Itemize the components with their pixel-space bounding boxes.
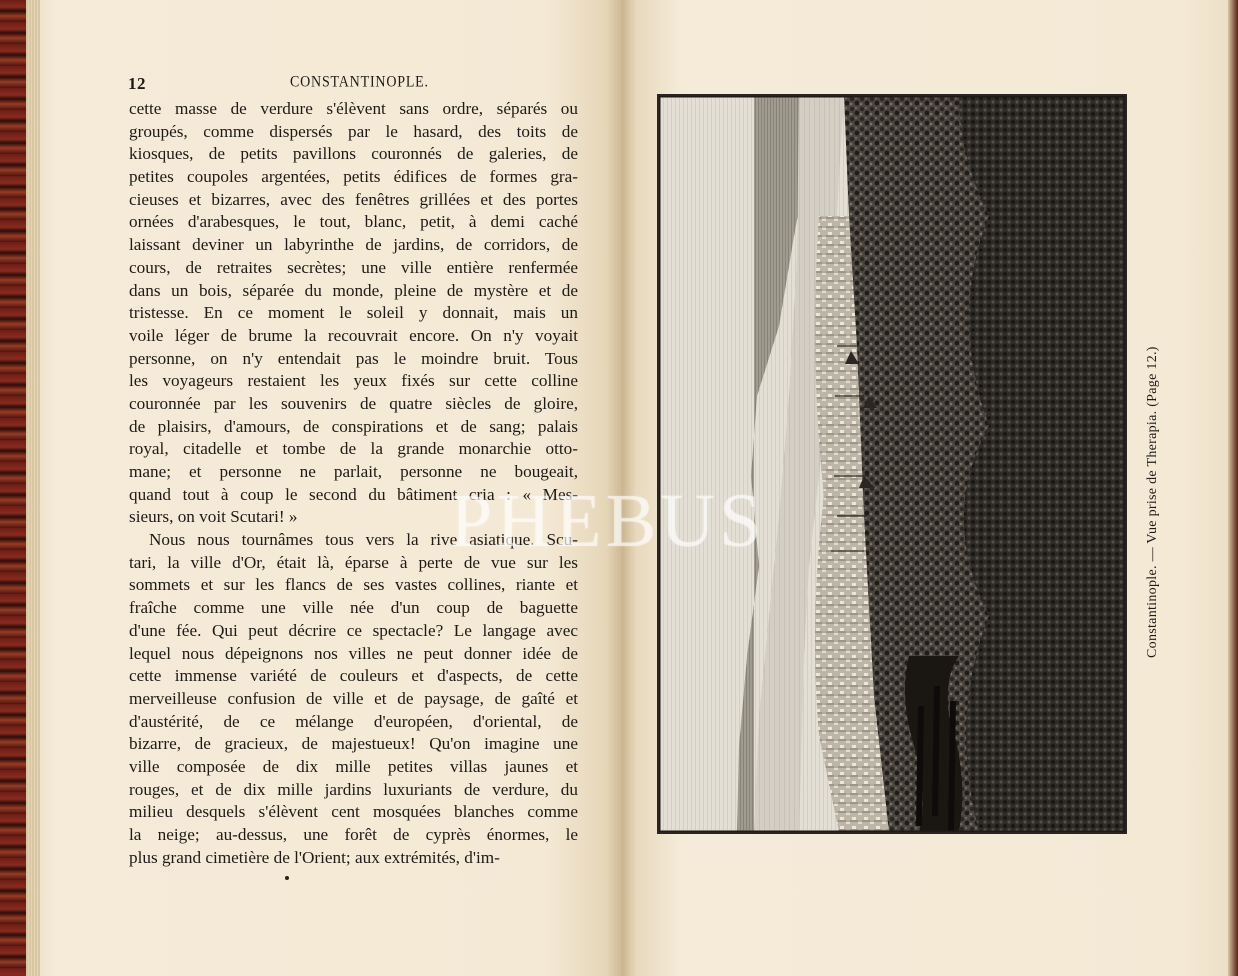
text-line: laissant deviner un labyrinthe de jardins, de corridors, de — [129, 235, 578, 255]
text-line: Nous nous tournâmes tous vers la rive asiatique. Scu- — [149, 530, 578, 550]
text-line: couronnée par les souvenirs de quatre siècles de gloire, — [129, 393, 578, 413]
text-line: dans un bois, séparée du monde, pleine de mystère et de — [129, 280, 578, 300]
text-line: plus grand cimetière de l'Orient; aux extrémités, d'im- — [129, 847, 500, 867]
text-line: d'austérité, de ce mélange d'européen, d'oriental, de — [129, 711, 578, 731]
text-line: d'une fée. Qui peut décrire ce spectacle? Le langage avec — [129, 620, 578, 640]
text-line: sommets et sur les flancs de ses vastes collines, riante et — [129, 575, 578, 595]
body-text — [129, 98, 578, 869]
text-line: rouges, et de dix mille jardins luxuriants de verdure, du — [129, 779, 578, 799]
page-edges — [26, 0, 40, 976]
text-line: mane; et personne ne parlait, personne ne bougeait, — [129, 462, 578, 481]
text-line: kiosques, de petits pavillons couronnés de galeries, de — [129, 144, 578, 164]
text-line: lequel nous dépeignons nos villes ne peut donner idée de — [129, 643, 578, 663]
text-line: fraîche comme une ville née d'un coup de baguette — [129, 598, 578, 618]
page-dot — [285, 876, 289, 880]
text-line: cieuses et bizarres, avec des fenêtres grillées et des portes — [129, 189, 578, 209]
text-line: quand tout à coup le second du bâtiment cria : « Mes- — [129, 484, 578, 504]
text-line: ornées d'arabesques, le tout, blanc, petit, à demi caché — [129, 212, 578, 232]
page-number: 12 — [128, 74, 146, 93]
text-line: les voyageurs restaient les yeux fixés sur cette colline — [129, 371, 578, 391]
text-line: bizarre, de gracieux, de majestueux! Qu'on imagine une — [129, 734, 578, 754]
book-cover-edge — [1228, 0, 1238, 976]
text-line: voile léger de brume la recouvrait encore. On n'y voyait — [129, 325, 578, 345]
running-title: CONSTANTINOPLE. — [290, 74, 429, 91]
text-line: la neige; au-dessus, une forêt de cyprès énormes, le — [129, 825, 578, 844]
text-line: groupés, comme dispersés par le hasard, des toits de — [129, 121, 578, 141]
text-line: sieurs, on voit Scutari! » — [129, 507, 298, 527]
plate-caption: Constantinople. — Vue prise de Therapia. (Page 12.) — [1145, 346, 1160, 658]
text-line: milieu desquels s'élèvent cent mosquées blanches comme — [129, 802, 578, 822]
text-line: cette masse de verdure s'élèvent sans ordre, séparés ou — [129, 99, 578, 118]
text-line: personne, on n'y entendait pas le moindre bruit. Tous — [129, 348, 578, 368]
page-header — [128, 74, 580, 96]
engraving-illustration — [659, 96, 1125, 832]
engraving-plate — [657, 94, 1127, 834]
text-line: royal, citadelle et tombe de la grande monarchie otto- — [129, 439, 578, 459]
text-line: cette immense variété de couleurs et d'aspects, de cette — [129, 666, 578, 686]
book-spine-edge — [0, 0, 26, 976]
text-line: de plaisirs, d'amours, de conspirations et de sang; palais — [129, 416, 578, 436]
text-line: tari, la ville d'Or, était là, éparse à perte de vue sur les — [129, 552, 578, 572]
text-line: tristesse. En ce moment le soleil y donnait, mais un — [129, 303, 578, 323]
text-line: merveilleuse confusion de ville et de paysage, de gaîté et — [129, 688, 578, 708]
text-line: cours, de retraites secrètes; une ville entière renfermée — [129, 257, 578, 277]
text-line: petites coupoles argentées, petits édifices de formes gra- — [129, 167, 578, 187]
watermark: PHEBUS — [450, 479, 766, 563]
text-line: ville composée de dix mille petites villas jaunes et — [129, 756, 578, 776]
